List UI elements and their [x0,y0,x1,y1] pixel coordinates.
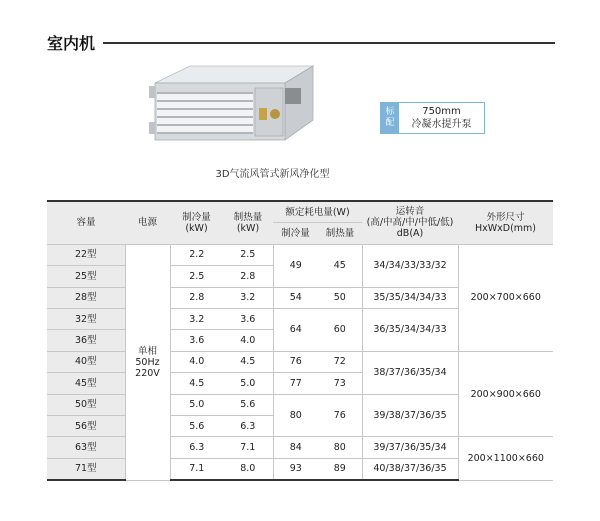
rated-cooling: 93 [273,458,318,480]
rated-cooling: 64 [273,308,318,351]
heating-capacity: 3.2 [223,287,273,308]
header-size: 外形尺寸 HxWxD(mm) [458,201,553,244]
cooling-capacity: 4.0 [170,351,223,372]
row-type: 45型 [47,373,125,394]
rated-cooling: 80 [273,394,318,437]
dimensions: 200×700×660 [458,244,553,351]
heating-capacity: 2.8 [223,266,273,287]
dimensions: 200×1100×660 [458,437,553,480]
cooling-capacity: 5.0 [170,394,223,415]
cooling-capacity: 2.8 [170,287,223,308]
rated-cooling: 77 [273,373,318,394]
rated-cooling: 76 [273,351,318,372]
rated-heating: 73 [318,373,362,394]
standard-accessory-box [380,102,485,134]
spec-table [47,200,553,481]
indoor-unit-image [135,58,325,158]
row-type: 28型 [47,287,125,308]
noise-level: 40/38/37/36/35 [362,458,458,480]
rated-cooling: 49 [273,244,318,287]
row-type: 25型 [47,266,125,287]
row-type: 22型 [47,244,125,265]
noise-level: 34/34/33/33/32 [362,244,458,287]
noise-level: 35/35/34/34/33 [362,287,458,308]
heating-capacity: 8.0 [223,458,273,480]
noise-level: 39/38/37/36/35 [362,394,458,437]
cooling-capacity: 2.5 [170,266,223,287]
title-rule [103,42,555,44]
header-power: 电源 [125,201,170,244]
noise-level: 39/37/36/35/34 [362,437,458,458]
heating-capacity: 6.3 [223,415,273,436]
power-spec: 单相 50Hz 220V [125,244,170,480]
row-type: 71型 [47,458,125,480]
row-type: 50型 [47,394,125,415]
row-type: 56型 [47,415,125,436]
rated-heating: 60 [318,308,362,351]
rated-heating: 45 [318,244,362,287]
row-type: 36型 [47,330,125,351]
standard-tag-char-1: 标 [385,107,395,117]
heating-capacity: 4.5 [223,351,273,372]
cooling-capacity: 6.3 [170,437,223,458]
header-rated-power: 额定耗电量(W) [273,201,362,223]
cooling-capacity: 3.2 [170,308,223,329]
noise-level: 36/35/34/34/33 [362,308,458,351]
heating-capacity: 3.6 [223,308,273,329]
noise-level: 38/37/36/35/34 [362,351,458,394]
rated-cooling: 84 [273,437,318,458]
cooling-capacity: 2.2 [170,244,223,265]
standard-accessory-text [399,103,484,133]
heating-capacity: 5.0 [223,373,273,394]
header-cooling: 制冷量 (kW) [170,201,223,244]
heating-capacity: 4.0 [223,330,273,351]
rated-heating: 80 [318,437,362,458]
cooling-capacity: 5.6 [170,415,223,436]
standard-line-2: 冷凝水提升泵 [411,119,472,130]
row-type: 40型 [47,351,125,372]
rated-heating: 76 [318,394,362,437]
rated-cooling: 54 [273,287,318,308]
header-heating: 制热量 (kW) [223,201,273,244]
header-rated-heating: 制热量 [318,223,362,244]
section-title: 室内机 [47,34,96,53]
heating-capacity: 2.5 [223,244,273,265]
row-type: 63型 [47,437,125,458]
standard-tag [381,103,399,133]
rated-heating: 89 [318,458,362,480]
standard-tag-char-2: 配 [385,118,395,128]
cooling-capacity: 7.1 [170,458,223,480]
product-caption: 3D气流风管式新风净化型 [215,169,330,180]
cooling-capacity: 3.6 [170,330,223,351]
rated-heating: 72 [318,351,362,372]
heating-capacity: 5.6 [223,394,273,415]
heating-capacity: 7.1 [223,437,273,458]
header-noise: 运转音 (高/中高/中/中低/低) dB(A) [362,201,458,244]
header-capacity: 容量 [47,201,125,244]
rated-heating: 50 [318,287,362,308]
dimensions: 200×900×660 [458,351,553,437]
standard-line-1: 750mm [422,106,461,117]
header-rated-cooling: 制冷量 [273,223,318,244]
row-type: 32型 [47,308,125,329]
cooling-capacity: 4.5 [170,373,223,394]
